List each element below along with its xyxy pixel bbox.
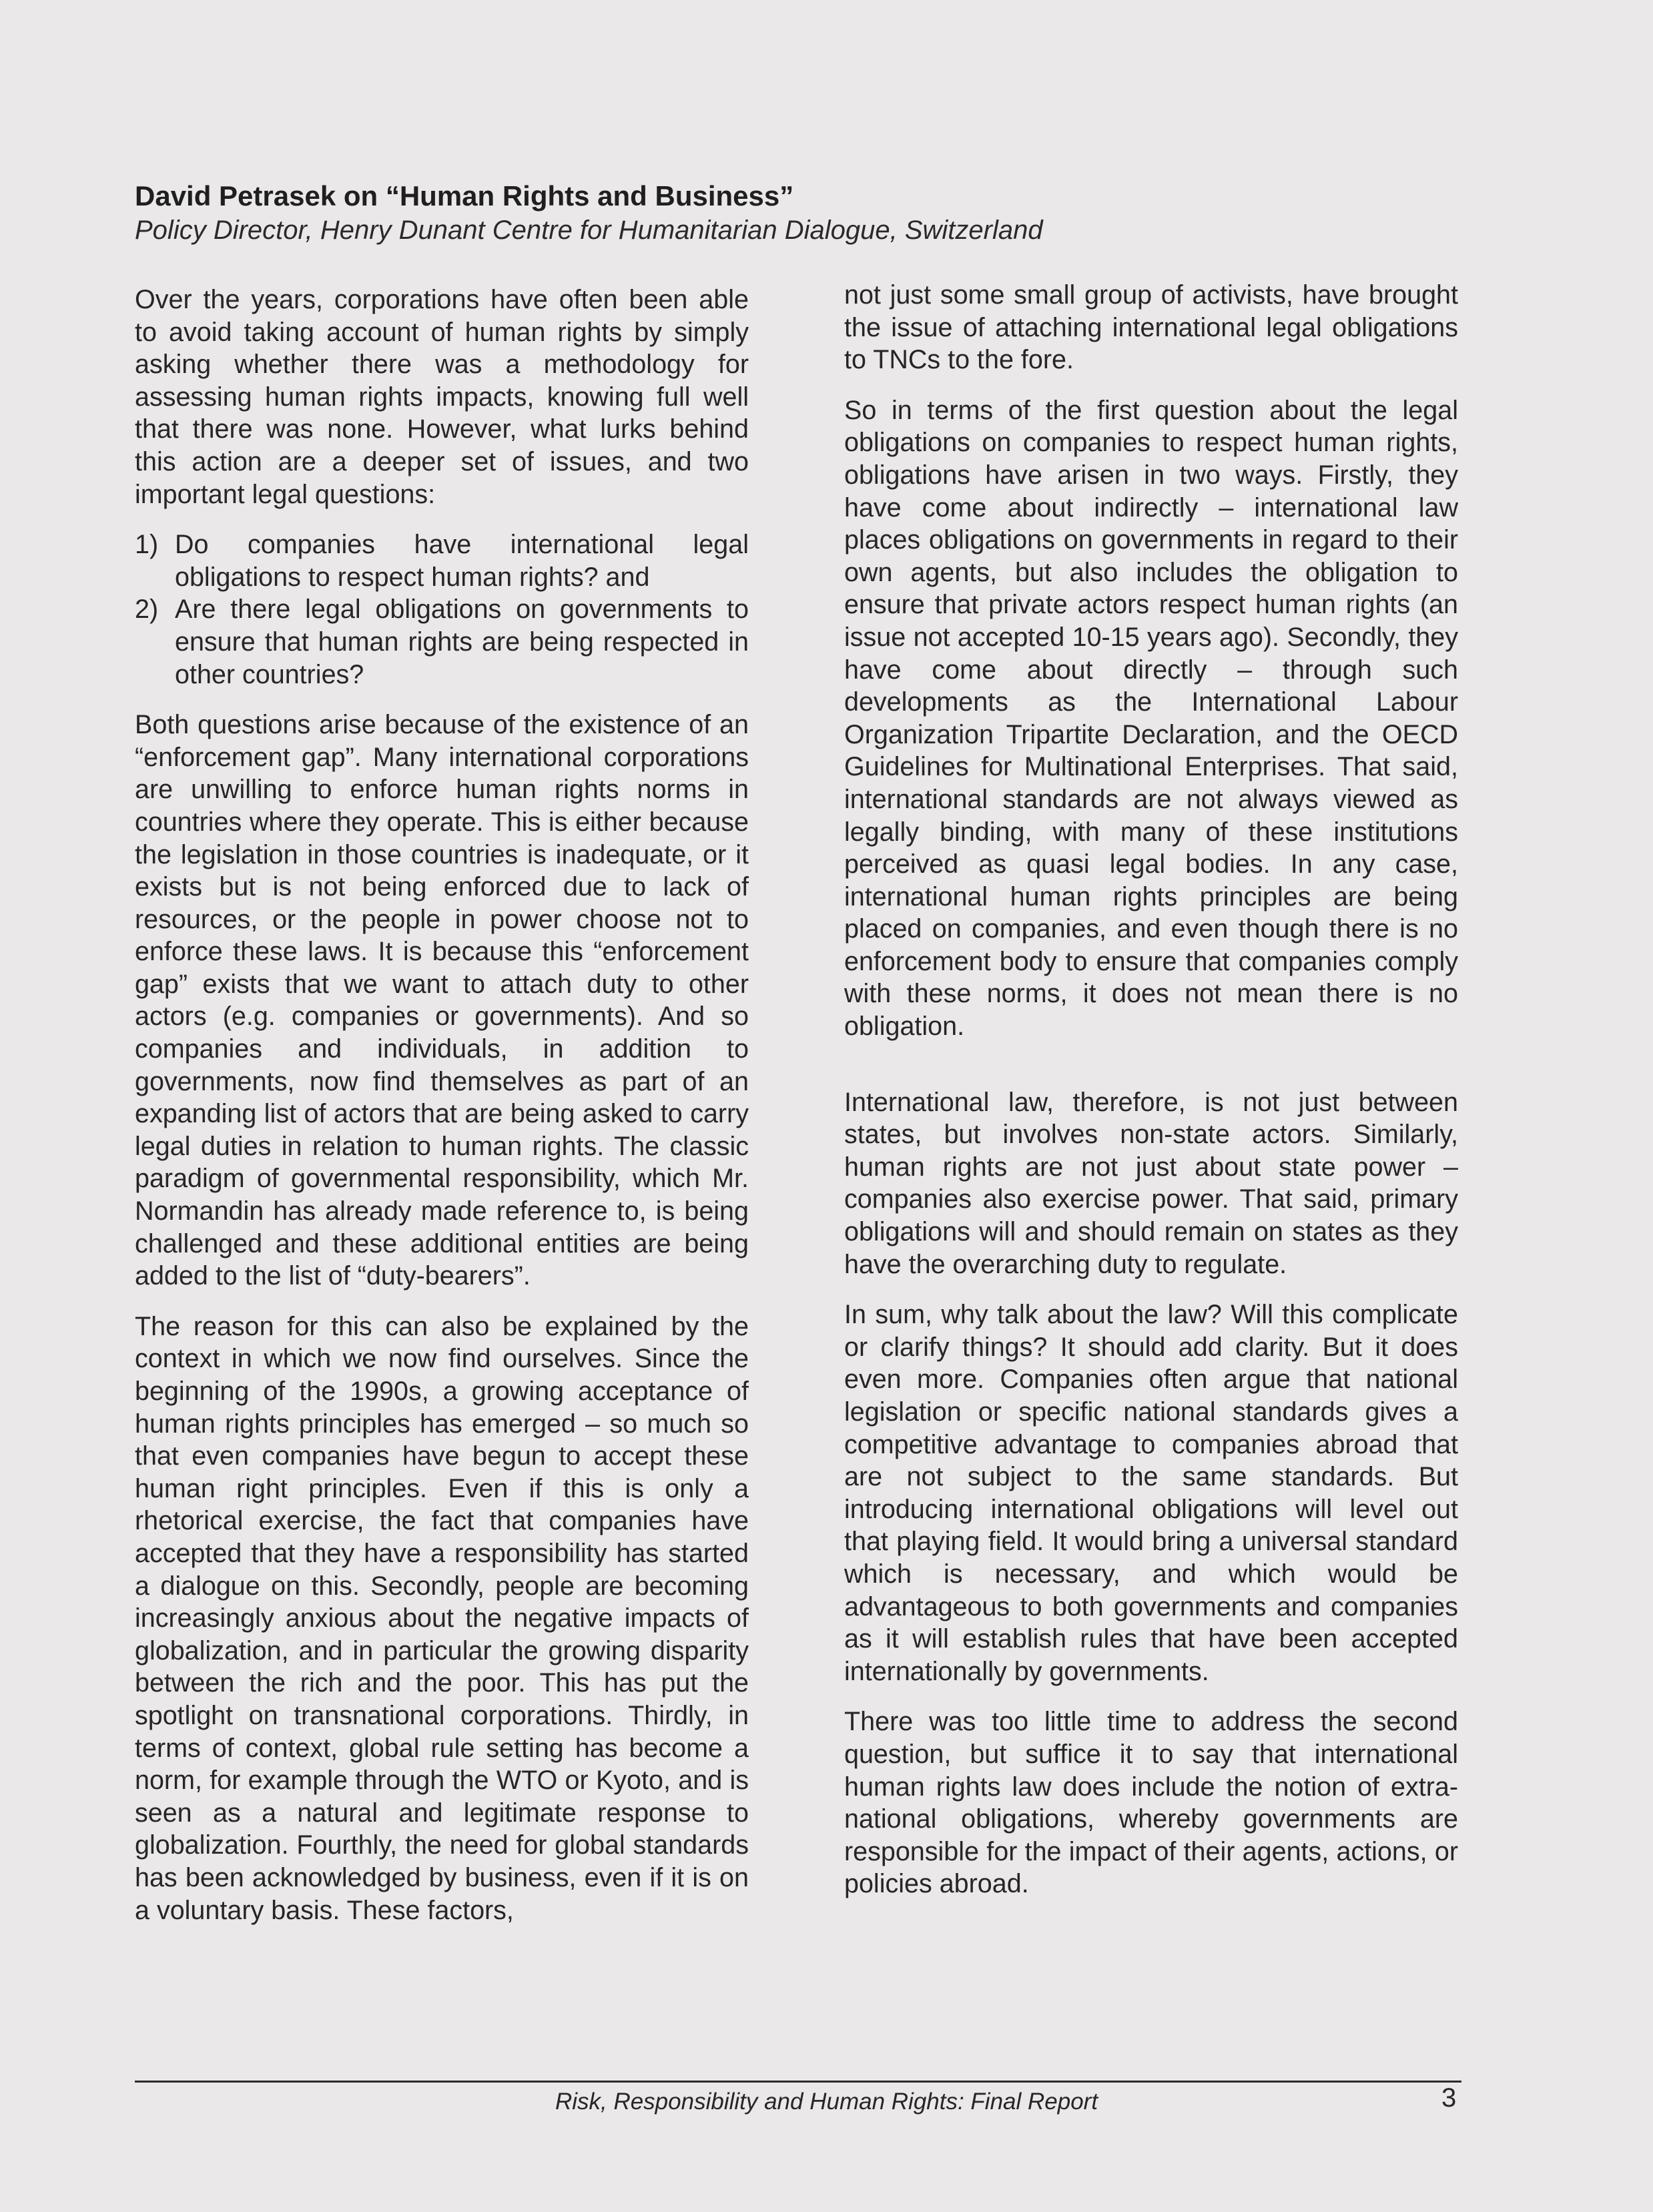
author-affiliation: Policy Director, Henry Dunant Centre for Humanitarian Dialogue, Switzerland (135, 216, 1043, 245)
paragraph: So in terms of the first question about the legal obligations on companies to respect human rights, obligations have arisen in two ways. Firstly, they have come about indirectly – international law places obligations on governments in regard to their own agents, but also includes the obligation to ensure that private actors respect human rights (an issue not accepted 10-15 years ago). Secondly, they have come about directly – through such developments as the International Labour Organization Tripartite Declaration, and the OECD Guidelines for Multinational Enterprises. That said, international standards are not always viewed as legally binding, with many of these institutions perceived as quasi legal bodies. In any case, international human rights principles are being placed on companies, and even though there is no enforcement body to ensure that companies comply with these norms, it does not mean there is no obligation. (844, 395, 1458, 1042)
paragraph: In sum, why talk about the law? Will this complicate or clarify things? It should add clarity. But it does even more. Companies often argue that national legislation or specific national standards gives a competitive advantage to companies abroad that are not subject to the same standards. But introducing international obligations will level out that playing field. It would bring a universal standard which is necessary, and which would be advantageous to both governments and companies as it will establish rules that have been accepted internationally by governments. (844, 1300, 1458, 1686)
question-list (135, 528, 749, 691)
question-number: 2) (135, 595, 159, 625)
paragraph-spacer (844, 1061, 1458, 1086)
question-item (135, 593, 749, 691)
paragraph: Both questions arise because of the existence of an “enforcement gap”. Many international corporations are unwilling to enforce human rights norms in countries where they operate. This is either because the legislation in those countries is inadequate, or it exists but is not being enforced due to lack of resources, or the people in power choose not to enforce these laws. It is because this “enforcement gap” exists that we want to attach duty to other actors (e.g. companies or governments). And so companies and individuals, in addition to governments, now find themselves as part of an expanding list of actors that are being asked to carry legal duties in relation to human rights. The classic paradigm of governmental responsibility, which Mr. Normandin has already made reference to, is being challenged and these additional entities are being added to the list of “duty-bearers”. (135, 710, 749, 1291)
page-number: 3 (1441, 2083, 1457, 2113)
question-item (135, 528, 749, 593)
question-text: Do companies have international legal obligations to respect human rights? and (175, 530, 749, 592)
paragraph: not just some small group of activists, have brought the issue of attaching international legal obligations to TNCs to the fore. (844, 280, 1458, 375)
question-text: Are there legal obligations on governments to ensure that human rights are being respected in other countries? (175, 595, 749, 689)
paragraph: The reason for this can also be explained by the context in which we now find ourselves. Since the beginning of the 1990s, a growing acceptance of human rights principles has emerged – so much so that even companies have begun to accept these human right principles. Even if this is only a rhetorical exercise, the fact that companies have accepted that they have a responsibility has started a dialogue on this. Secondly, people are becoming increasingly anxious about the negative impacts of globalization, and in particular the growing disparity between the rich and the poor. This has put the spotlight on transnational corporations. Thirdly, in terms of context, global rule setting has become a norm, for example through the WTO or Kyoto, and is seen as a natural and legitimate response to globalization. Fourthly, the need for global standards has been acknowledged by business, even if it is on a voluntary basis. These factors, (135, 1311, 749, 1925)
footer-report-title: Risk, Responsibility and Human Rights: Final Report (555, 2089, 1098, 2115)
article-header (135, 179, 1403, 247)
paragraph: Over the years, corporations have often been able to avoid taking account of human rights by simply asking whether there was a methodology for assessing human rights impacts, knowing full well that there was none. However, what lurks behind this action are a deeper set of issues, and two important legal questions: (135, 285, 749, 509)
article-title: David Petrasek on “Human Rights and Business” (135, 180, 794, 212)
footer-divider (135, 2081, 1461, 2083)
paragraph: International law, therefore, is not just between states, but involves non-state actors. Similarly, human rights are not just about state power – companies also exercise power. That said, primary obligations will and should remain on states as they have the overarching duty to regulate. (844, 1087, 1458, 1279)
right-column (844, 279, 1458, 1918)
question-number: 1) (135, 530, 159, 560)
paragraph: There was too little time to address the second question, but suffice it to say that international human rights law does include the notion of extra-national obligations, whereby governments are responsible for the impact of their agents, actions, or policies abroad. (844, 1707, 1458, 1899)
left-column (135, 284, 749, 1944)
